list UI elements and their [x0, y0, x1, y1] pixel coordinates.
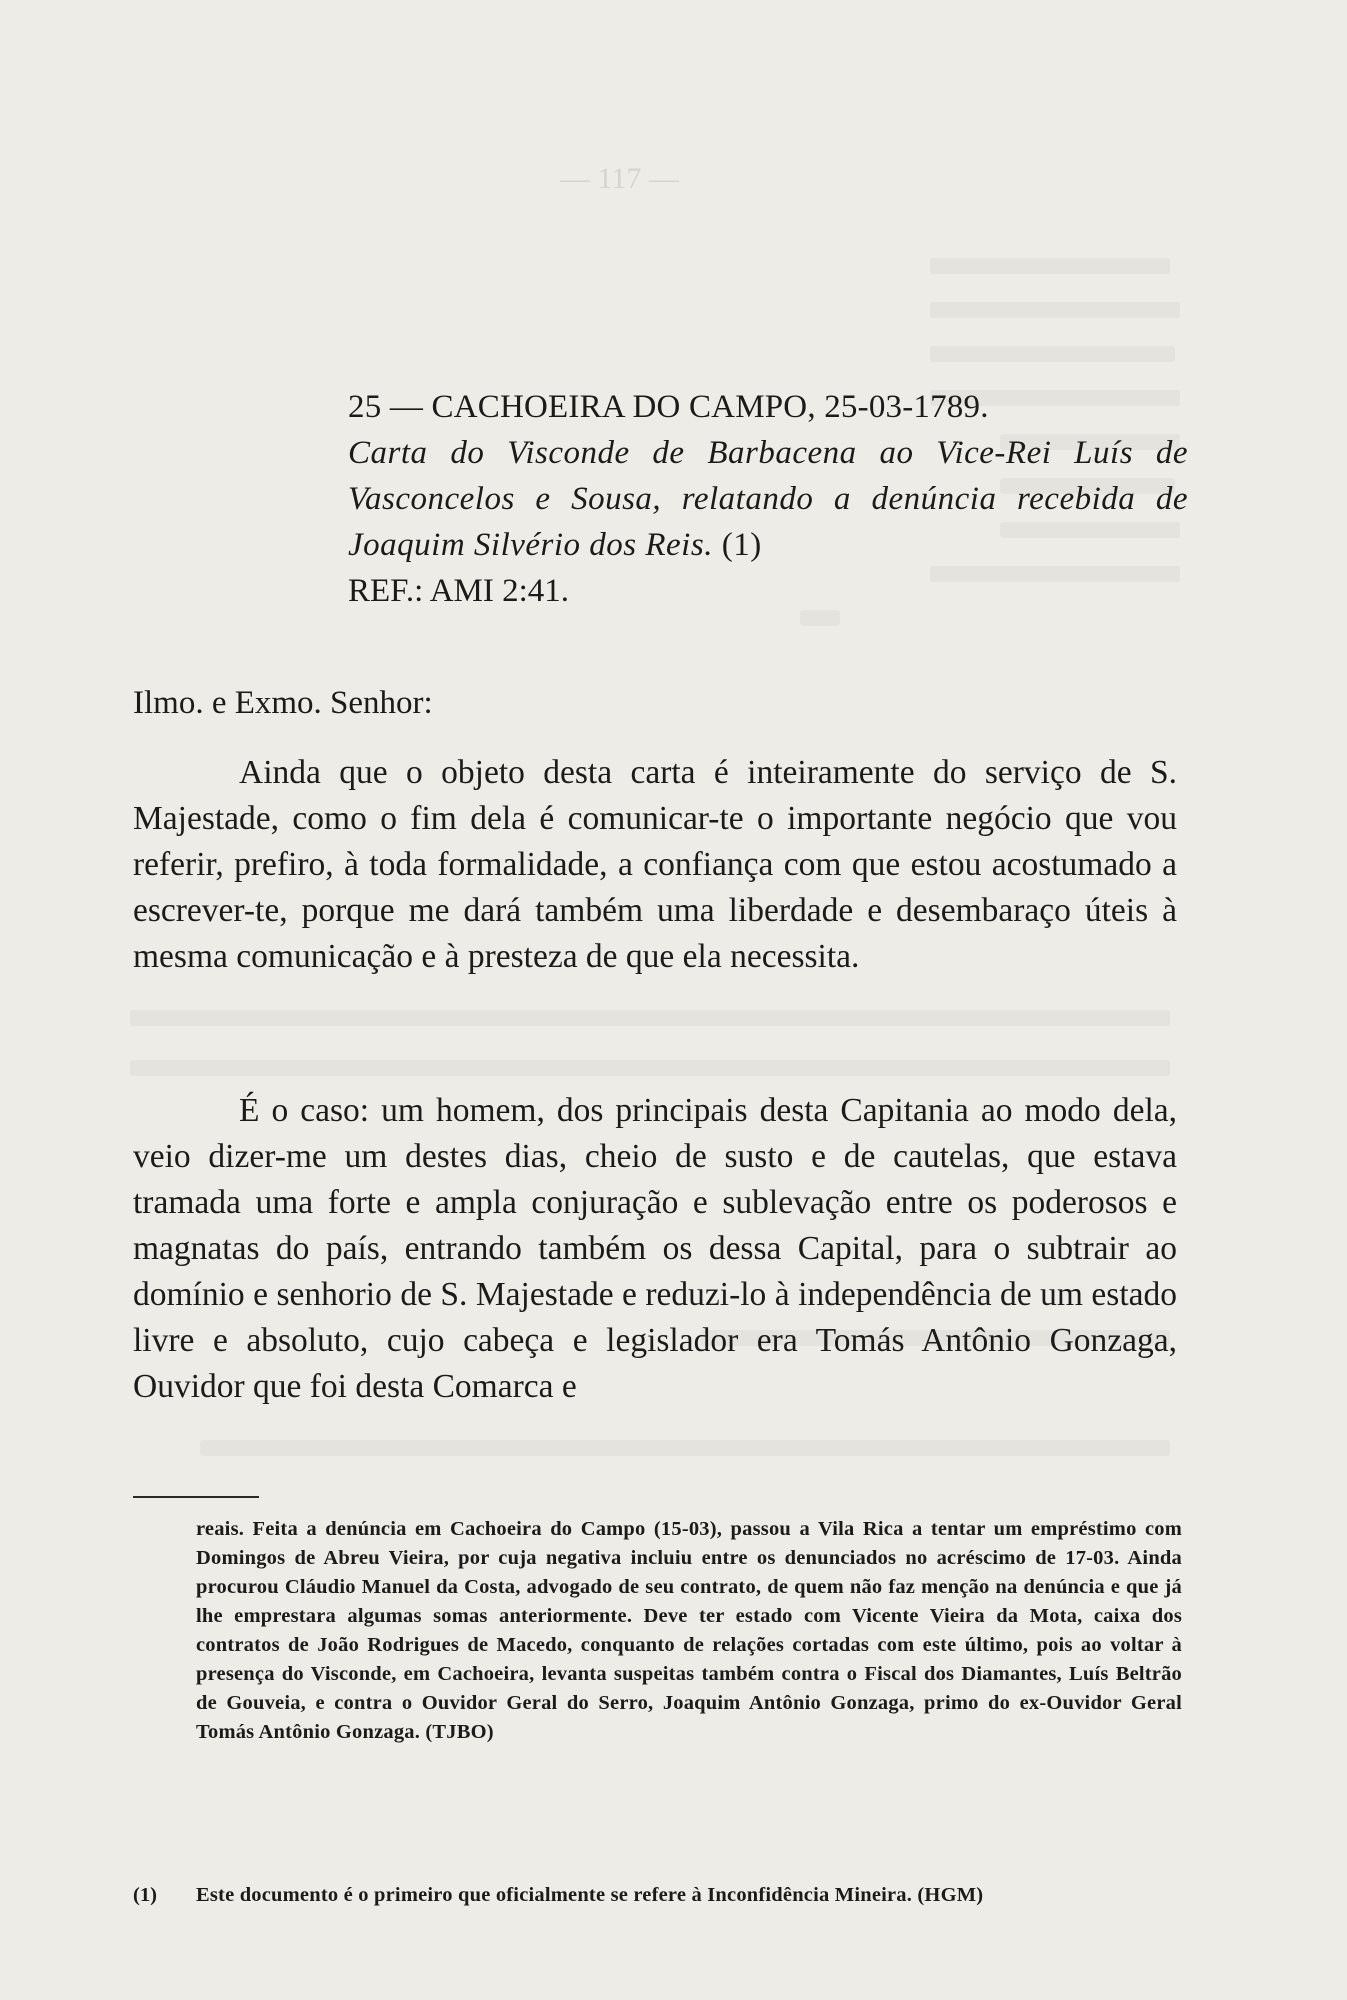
document-number: 25	[348, 389, 382, 425]
document-description	[348, 430, 1188, 568]
footnote-continuation: reais. Feita a denúncia em Cachoeira do Campo (15-03), passou a Vila Rica a tentar um empréstimo com Domingos de Abreu Vieira, por cuja negativa incluiu entre os denunciados no acréscimo de 17-03. Ainda procurou Cláudio Manuel da Costa, advogado de seu contrato, de quem não faz menção na denúncia e que já lhe emprestara algumas somas anteriormente. Deve ter estado com Vicente Vieira da Mota, caixa dos contratos de João Rodrigues de Macedo, conquanto de relações cortadas com este último, pois ao voltar à presença do Visconde, em Cachoeira, levanta suspeitas também contra o Fiscal dos Diamantes, Luís Beltrão de Gouveia, e contra o Ouvidor Geral do Serro, Joaquim Antônio Gonzaga, primo do ex-Ouvidor Geral Tomás Antônio Gonzaga. (TJBO)	[196, 1518, 1182, 1743]
document-place-date: CACHOEIRA DO CAMPO, 25-03-1789.	[431, 389, 989, 425]
show-through-page-number: — 117 —	[560, 162, 679, 195]
description-text: Carta do Visconde de Barbacena ao Vice-Rei Luís de Vasconcelos e Sousa, relatando a denúncia recebida de Joaquim Silvério dos Reis.	[348, 435, 1188, 563]
letter-paragraph: Ainda que o objeto desta carta é inteiramente do serviço de S. Majestade, como o fim dela é comunicar-te o importante negócio que vou referir, prefiro, à toda formalidade, a confiança com que estou acostumado a escrever-te, porque me dará também uma liberdade e desembaraço úteis à mesma comunicação e à presteza de que ela necessita.	[133, 754, 1177, 975]
document-reference: REF.: AMI 2:41.	[348, 573, 570, 609]
footnote-marker: (1)	[133, 1884, 157, 1906]
letter-salutation: Ilmo. e Exmo. Senhor:	[133, 685, 433, 721]
document-title	[348, 384, 1188, 430]
description-note-marker: (1)	[721, 527, 762, 563]
document-header	[348, 384, 1188, 614]
title-dash: —	[389, 389, 424, 425]
footnote-divider	[133, 1496, 259, 1498]
footnote-1: Este documento é o primeiro que oficialmente se refere à Inconfidência Mineira. (HGM)	[196, 1884, 984, 1906]
letter-paragraph: É o caso: um homem, dos principais desta Capitania ao modo dela, veio dizer-me um destes dias, cheio de susto e de cautelas, que estava tramada uma forte e ampla conjuração e sublevação entre os poderosos e magnatas do país, entrando também os dessa Capital, para o subtrair ao domínio e senhorio de S. Majestade e reduzi-lo à independência de um estado livre e absoluto, cujo cabeça e legislador era Tomás Antônio Gonzaga, Ouvidor que foi desta Comarca e	[133, 1092, 1177, 1405]
